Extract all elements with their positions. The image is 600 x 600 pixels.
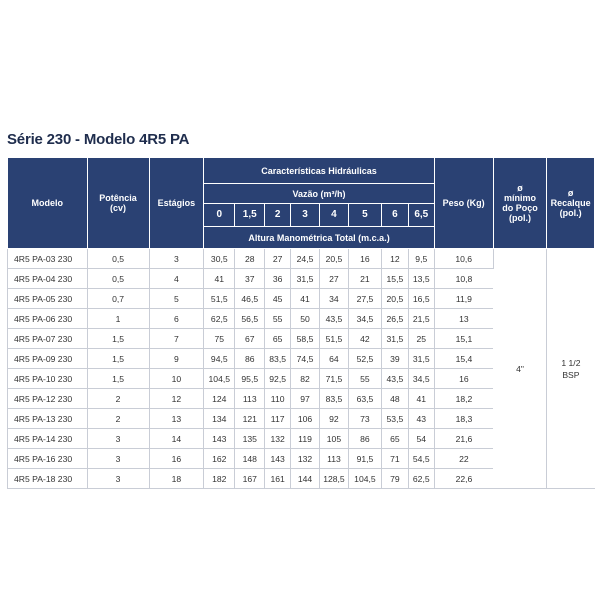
cell-altura: 55	[265, 309, 291, 329]
cell-altura: 62,5	[204, 309, 235, 329]
header-flow: 0	[204, 204, 235, 227]
cell-altura: 161	[265, 469, 291, 489]
cell-altura: 27,5	[348, 289, 381, 309]
cell-altura: 16	[348, 249, 381, 269]
cell-altura: 135	[235, 429, 265, 449]
cell-potencia: 3	[87, 429, 149, 449]
cell-altura: 25	[408, 329, 434, 349]
header-recalque-symbol: ø	[567, 188, 574, 198]
cell-altura: 56,5	[235, 309, 265, 329]
cell-altura: 36	[265, 269, 291, 289]
cell-altura: 63,5	[348, 389, 381, 409]
cell-altura: 132	[265, 429, 291, 449]
table-body	[8, 249, 595, 489]
cell-altura: 51,5	[319, 329, 348, 349]
cell-altura: 43,5	[319, 309, 348, 329]
cell-altura: 34,5	[348, 309, 381, 329]
cell-altura: 20,5	[381, 289, 408, 309]
cell-altura: 119	[291, 429, 320, 449]
cell-altura: 86	[348, 429, 381, 449]
cell-altura: 30,5	[204, 249, 235, 269]
cell-estagios: 6	[149, 309, 204, 329]
cell-altura: 16,5	[408, 289, 434, 309]
header-flow: 6	[381, 204, 408, 227]
cell-potencia: 1,5	[87, 329, 149, 349]
cell-altura: 71,5	[319, 369, 348, 389]
cell-peso: 15,1	[434, 329, 493, 349]
cell-altura: 37	[235, 269, 265, 289]
header-hidraulicas: Características Hidráulicas	[204, 158, 434, 184]
cell-altura: 64	[319, 349, 348, 369]
header-flow: 4	[319, 204, 348, 227]
cell-potencia: 3	[87, 449, 149, 469]
cell-altura: 34,5	[408, 369, 434, 389]
cell-altura: 42	[348, 329, 381, 349]
header-altura: Altura Manométrica Total (m.c.a.)	[204, 227, 434, 249]
cell-altura: 121	[235, 409, 265, 429]
table-row	[8, 249, 595, 269]
cell-estagios: 13	[149, 409, 204, 429]
cell-estagios: 12	[149, 389, 204, 409]
header-flow: 5	[348, 204, 381, 227]
cell-peso: 10,6	[434, 249, 493, 269]
cell-altura: 104,5	[204, 369, 235, 389]
cell-altura: 28	[235, 249, 265, 269]
cell-altura: 31,5	[291, 269, 320, 289]
cell-altura: 65	[265, 329, 291, 349]
cell-altura: 13,5	[408, 269, 434, 289]
header-potencia-unit: (cv)	[110, 203, 127, 213]
cell-potencia: 2	[87, 409, 149, 429]
header-estagios: Estágios	[149, 158, 204, 249]
cell-potencia: 1,5	[87, 369, 149, 389]
cell-altura: 46,5	[235, 289, 265, 309]
cell-altura: 86	[235, 349, 265, 369]
cell-peso: 11,9	[434, 289, 493, 309]
cell-altura: 92	[319, 409, 348, 429]
cell-altura: 117	[265, 409, 291, 429]
header-poco	[493, 158, 547, 249]
header-potencia	[87, 158, 149, 249]
cell-altura: 167	[235, 469, 265, 489]
cell-altura: 71	[381, 449, 408, 469]
cell-altura: 43,5	[381, 369, 408, 389]
cell-altura: 143	[204, 429, 235, 449]
cell-altura: 54	[408, 429, 434, 449]
cell-peso: 15,4	[434, 349, 493, 369]
cell-modelo: 4R5 PA-05 230	[8, 289, 88, 309]
cell-altura: 48	[381, 389, 408, 409]
cell-altura: 106	[291, 409, 320, 429]
cell-altura: 79	[381, 469, 408, 489]
cell-altura: 104,5	[348, 469, 381, 489]
cell-altura: 182	[204, 469, 235, 489]
header-recalque	[547, 158, 595, 249]
cell-estagios: 3	[149, 249, 204, 269]
spec-table	[7, 157, 595, 489]
header-poco-symbol: ø	[517, 183, 523, 193]
cell-modelo: 4R5 PA-12 230	[8, 389, 88, 409]
cell-altura: 50	[291, 309, 320, 329]
cell-altura: 92,5	[265, 369, 291, 389]
cell-altura: 143	[265, 449, 291, 469]
cell-peso: 18,2	[434, 389, 493, 409]
header-potencia-label: Potência	[99, 193, 137, 203]
cell-altura: 62,5	[408, 469, 434, 489]
cell-estagios: 7	[149, 329, 204, 349]
cell-peso: 22	[434, 449, 493, 469]
cell-altura: 39	[381, 349, 408, 369]
cell-altura: 21	[348, 269, 381, 289]
cell-poco: 4"	[493, 249, 547, 489]
cell-altura: 83,5	[265, 349, 291, 369]
cell-altura: 31,5	[408, 349, 434, 369]
cell-potencia: 3	[87, 469, 149, 489]
cell-modelo: 4R5 PA-14 230	[8, 429, 88, 449]
cell-modelo: 4R5 PA-09 230	[8, 349, 88, 369]
cell-modelo: 4R5 PA-18 230	[8, 469, 88, 489]
cell-peso: 13	[434, 309, 493, 329]
cell-altura: 41	[408, 389, 434, 409]
cell-altura: 21,5	[408, 309, 434, 329]
cell-altura: 15,5	[381, 269, 408, 289]
cell-altura: 41	[291, 289, 320, 309]
cell-altura: 26,5	[381, 309, 408, 329]
cell-altura: 51,5	[204, 289, 235, 309]
cell-altura: 67	[235, 329, 265, 349]
cell-estagios: 4	[149, 269, 204, 289]
cell-altura: 91,5	[348, 449, 381, 469]
cell-modelo: 4R5 PA-10 230	[8, 369, 88, 389]
header-vazao: Vazão (m³/h)	[204, 184, 434, 204]
cell-estagios: 14	[149, 429, 204, 449]
header-flow: 2	[265, 204, 291, 227]
cell-altura: 75	[204, 329, 235, 349]
header-poco-l2: do Poço	[502, 203, 538, 213]
cell-altura: 9,5	[408, 249, 434, 269]
header-poco-l1: mínimo	[503, 193, 536, 203]
cell-altura: 144	[291, 469, 320, 489]
cell-estagios: 9	[149, 349, 204, 369]
cell-estagios: 10	[149, 369, 204, 389]
cell-altura: 113	[235, 389, 265, 409]
header-recalque-l2: (pol.)	[559, 208, 582, 218]
cell-altura: 41	[204, 269, 235, 289]
cell-recalque	[547, 249, 595, 489]
cell-altura: 58,5	[291, 329, 320, 349]
cell-altura: 95,5	[235, 369, 265, 389]
cell-peso: 10,8	[434, 269, 493, 289]
cell-altura: 43	[408, 409, 434, 429]
cell-modelo: 4R5 PA-04 230	[8, 269, 88, 289]
cell-modelo: 4R5 PA-03 230	[8, 249, 88, 269]
cell-altura: 74,5	[291, 349, 320, 369]
cell-altura: 94,5	[204, 349, 235, 369]
cell-recalque-l2: BSP	[562, 369, 580, 380]
cell-modelo: 4R5 PA-16 230	[8, 449, 88, 469]
header-peso: Peso (Kg)	[434, 158, 493, 249]
cell-altura: 27	[265, 249, 291, 269]
cell-modelo: 4R5 PA-13 230	[8, 409, 88, 429]
cell-potencia: 0,5	[87, 249, 149, 269]
cell-peso: 18,3	[434, 409, 493, 429]
cell-altura: 54,5	[408, 449, 434, 469]
page-title: Série 230 - Modelo 4R5 PA	[7, 131, 190, 148]
cell-altura: 162	[204, 449, 235, 469]
cell-altura: 82	[291, 369, 320, 389]
cell-altura: 97	[291, 389, 320, 409]
header-poco-l3: (pol.)	[508, 213, 531, 223]
cell-altura: 34	[319, 289, 348, 309]
cell-altura: 20,5	[319, 249, 348, 269]
header-modelo: Modelo	[8, 158, 88, 249]
cell-altura: 148	[235, 449, 265, 469]
cell-modelo: 4R5 PA-07 230	[8, 329, 88, 349]
cell-altura: 24,5	[291, 249, 320, 269]
cell-estagios: 16	[149, 449, 204, 469]
cell-estagios: 5	[149, 289, 204, 309]
cell-altura: 132	[291, 449, 320, 469]
cell-potencia: 1	[87, 309, 149, 329]
cell-altura: 65	[381, 429, 408, 449]
cell-altura: 52,5	[348, 349, 381, 369]
header-flow: 1,5	[235, 204, 265, 227]
cell-peso: 16	[434, 369, 493, 389]
header-flow: 3	[291, 204, 320, 227]
cell-potencia: 1,5	[87, 349, 149, 369]
header-recalque-l1: Recalque	[550, 198, 591, 208]
cell-estagios: 18	[149, 469, 204, 489]
cell-potencia: 2	[87, 389, 149, 409]
cell-altura: 124	[204, 389, 235, 409]
cell-modelo: 4R5 PA-06 230	[8, 309, 88, 329]
cell-altura: 128,5	[319, 469, 348, 489]
cell-altura: 45	[265, 289, 291, 309]
cell-altura: 134	[204, 409, 235, 429]
cell-altura: 73	[348, 409, 381, 429]
cell-potencia: 0,7	[87, 289, 149, 309]
cell-potencia: 0,5	[87, 269, 149, 289]
cell-altura: 53,5	[381, 409, 408, 429]
cell-altura: 31,5	[381, 329, 408, 349]
cell-altura: 27	[319, 269, 348, 289]
cell-recalque-l1: 1 1/2	[561, 357, 581, 368]
cell-altura: 113	[319, 449, 348, 469]
cell-altura: 83,5	[319, 389, 348, 409]
cell-altura: 105	[319, 429, 348, 449]
header-flow: 6,5	[408, 204, 434, 227]
cell-altura: 55	[348, 369, 381, 389]
cell-altura: 110	[265, 389, 291, 409]
cell-altura: 12	[381, 249, 408, 269]
cell-peso: 21,6	[434, 429, 493, 449]
cell-peso: 22,6	[434, 469, 493, 489]
